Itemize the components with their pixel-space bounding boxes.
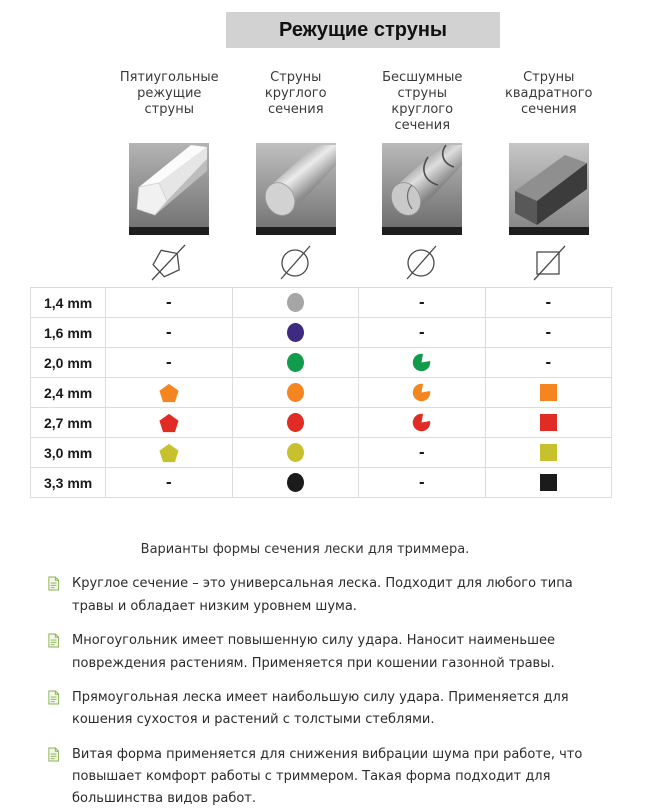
note-text: Прямоугольная леска имеет наибольшую силу удара. Применяется для кошения сухостоя и растений с толстыми стеблями. [72,689,569,728]
circle-diameter-symbol [359,240,486,284]
circle-shape [287,353,304,372]
notes-intro: Варианты формы сечения лески для триммера. [140,542,470,558]
none-dash: - [165,324,172,341]
document-icon [47,744,72,762]
none-dash: - [165,354,172,371]
circle-shape [287,473,304,492]
table-cell [359,318,486,348]
page-title: Режущие струны [226,12,500,48]
table-cell [486,438,613,468]
table-cell [106,288,233,318]
none-dash: - [418,294,425,311]
table-cell [359,468,486,498]
table-cell [359,378,486,408]
size-label: 3,3 mm [31,468,106,498]
table-cell [106,348,233,378]
table-row [31,348,613,378]
table-cell [233,288,360,318]
circle-shape [287,323,304,342]
notched-circle-shape [411,382,432,403]
column-header-square: Струны квадратного сечения [505,70,593,117]
table-cell [486,468,613,498]
notes-section [0,542,648,810]
table-cell [233,468,360,498]
table-cell [233,378,360,408]
table-cell [486,378,613,408]
round-line-photo [233,143,360,235]
table-row [31,378,613,408]
square-shape [540,414,557,431]
table-cell [359,348,486,378]
table-cell [106,438,233,468]
note-item [47,744,612,811]
notched-circle-shape [411,412,432,433]
table-row [31,288,613,318]
table-cell [106,408,233,438]
table-row [31,408,613,438]
square-line-photo [486,143,613,235]
pentagon-shape [158,442,180,464]
table-cell [486,408,613,438]
notched-circle-shape [411,352,432,373]
none-dash: - [418,444,425,461]
table-row [31,438,613,468]
none-dash: - [545,324,552,341]
square-shape [540,384,557,401]
note-item [47,630,612,675]
photo-row [30,143,612,235]
table-cell [359,438,486,468]
table-cell [486,288,613,318]
table-cell [233,348,360,378]
size-label: 2,0 mm [31,348,106,378]
none-dash: - [545,354,552,371]
line-size-table [30,287,613,498]
circle-shape [287,443,304,462]
document-icon [47,687,72,705]
size-label: 2,4 mm [31,378,106,408]
note-item [47,573,612,618]
pentagon-shape [158,412,180,434]
pentagonal-line-photo [106,143,233,235]
note-text: Витая форма применяется для снижения вибрации шума при работе, что повышает комфорт работы с триммером. Такая форма подходит для большинства видов работ. [72,746,583,807]
square-shape [540,444,557,461]
notes-list [0,573,648,810]
table-cell [106,468,233,498]
note-text: Круглое сечение – это универсальная леска. Подходит для любого типа травы и обладает низким уровнем шума. [72,576,573,614]
none-dash: - [545,294,552,311]
column-headers [30,70,612,133]
column-header-round: Струны круглого сечения [264,70,327,117]
table-cell [359,408,486,438]
column-header-silent: Бесшумные струны круглого сечения [382,70,463,133]
symbol-row [30,240,612,284]
square-shape [540,474,557,491]
document-icon [47,573,72,591]
table-cell [106,318,233,348]
size-label: 2,7 mm [31,408,106,438]
circle-shape [287,383,304,402]
none-dash: - [165,474,172,491]
circle-shape [287,413,304,432]
table-cell [486,348,613,378]
square-diameter-symbol [486,240,613,284]
size-label: 1,4 mm [31,288,106,318]
table-cell [233,438,360,468]
none-dash: - [418,474,425,491]
none-dash: - [165,294,172,311]
pentagon-diameter-symbol [106,240,233,284]
note-item [47,687,612,732]
silent-spiral-line-photo [359,143,486,235]
column-header-pentagonal: Пятиугольные режущие струны [119,70,219,117]
circle-diameter-symbol [233,240,360,284]
table-cell [233,408,360,438]
table-row [31,468,613,498]
table-cell [486,318,613,348]
document-icon [47,630,72,648]
none-dash: - [418,324,425,341]
size-label: 1,6 mm [31,318,106,348]
table-cell [359,288,486,318]
table-cell [233,318,360,348]
note-text: Многоугольник имеет повышенную силу удара. Наносит наименьшее повреждения растениям. Применяется при кошении газонной травы. [72,633,555,671]
circle-shape [287,293,304,312]
table-row [31,318,613,348]
table-cell [106,378,233,408]
pentagon-shape [158,382,180,404]
size-label: 3,0 mm [31,438,106,468]
